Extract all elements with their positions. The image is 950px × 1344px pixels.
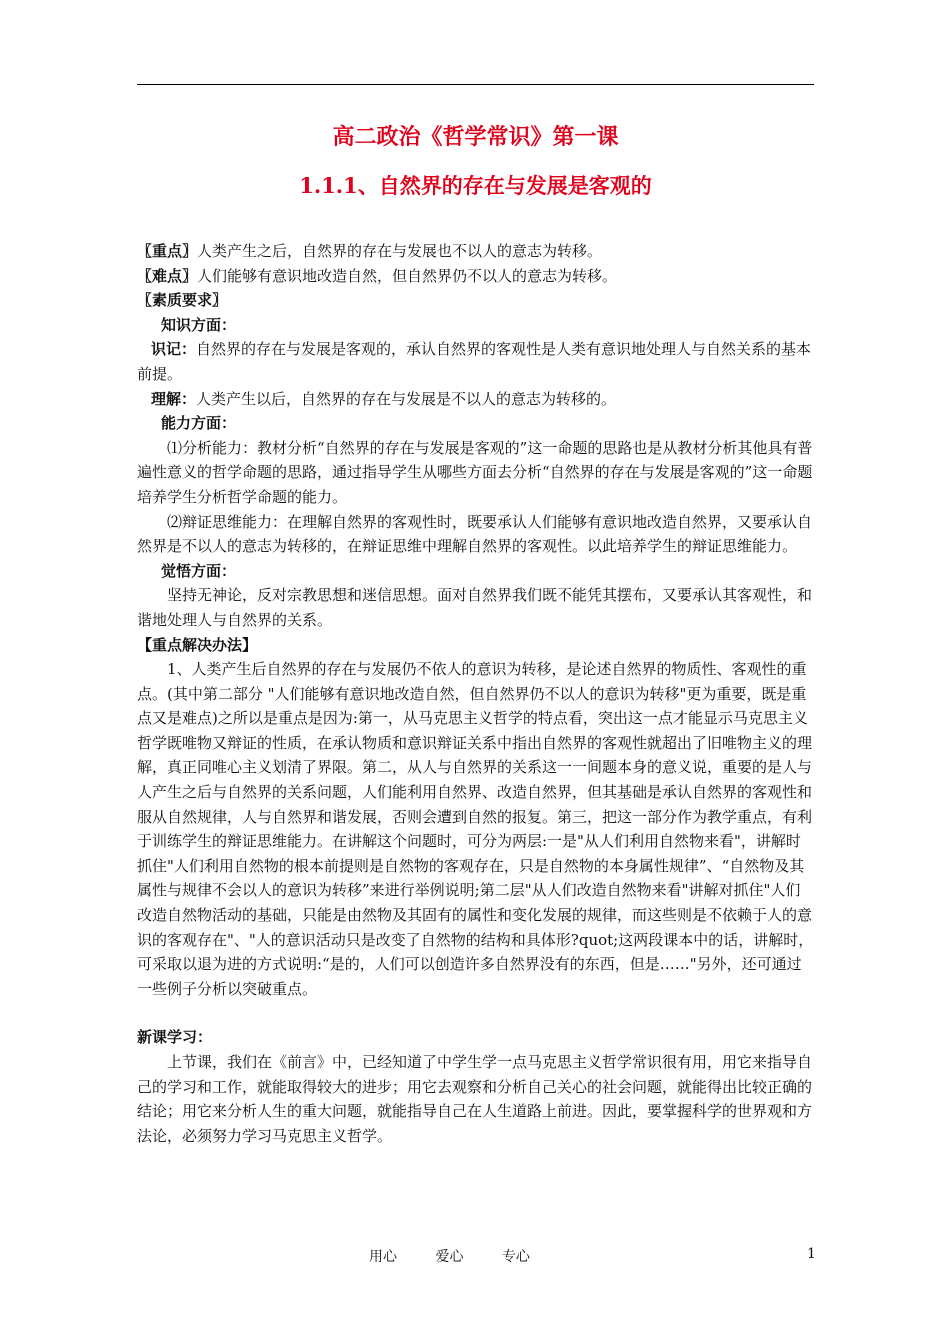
solution-heading: 【重点解决办法】 [137, 635, 258, 654]
page-number: 1 [807, 1246, 816, 1262]
awareness-heading: 觉悟方面： [161, 561, 237, 580]
section-gap [137, 1001, 814, 1025]
focus-paragraph [137, 239, 814, 264]
ability-paragraph-2: ⑵辩证思维能力：在理解自然界的客观性时，既要承认人们能够有意识地改造自然界，又要承认自然界是不以人的意志为转移的，在辩证思维中理解自然界的客观性。以此培养学生的辩证思维能力。 [137, 512, 813, 556]
memorize-paragraph [137, 337, 814, 386]
footer-motto-3: 专心 [501, 1249, 530, 1265]
difficulty-text: 人们能够有意识地改造自然，但自然界仍不以人的意志为转移。 [197, 266, 618, 285]
footer-motto-2: 爱心 [435, 1249, 464, 1265]
focus-label: 〖重点〗 [137, 242, 198, 260]
knowledge-heading: 知识方面： [161, 315, 237, 334]
awareness-paragraph: 坚持无神论，反对宗教思想和迷信思想。面对自然界我们既不能凭其摆布，又要承认其客观性，和谐地处理人与自然界的关系。 [137, 586, 813, 629]
memorize-label: 识记： [151, 340, 197, 359]
document-subtitle: 1.1.1、自然界的存在与发展是客观的 [299, 173, 652, 198]
quality-heading: 〖素质要求〗 [137, 291, 228, 310]
memorize-text: 自然界的存在与发展是客观的，承认自然界的客观性是人类有意识地处理人与自然关系的基本前提。 [137, 340, 812, 383]
document-body [137, 239, 814, 1148]
understand-text: 人类产生以后，自然界的存在与发展是不以人的意志为转移的。 [196, 389, 617, 408]
solution-paragraph: 1、人类产生后自然界的存在与发展仍不依人的意识为转移，是论述自然界的物质性、客观性的重点。(其中第二部分 "人们能够有意识地改造自然，但自然界仍不以人的意识为转移"更为重要，既是重点又是难点)之所以是重点是因为:第一，从马克思主义哲学的特点看，突出这一点才能显示马克思主义哲学既唯物又辩证的性质，在承认物质和意识辩证关系中指出自然界的客观性就超出了旧唯物主义的理解，真正同唯心主义划清了界限。第二，从人与自然界的关系这一一间题本身的意义说，重要的是人与人产生之后与自然界的关系问题，人们能利用自然界、改造自然界，但其基础是承认自然界的客观性和服从自然规律，人与自然界和谐发展，否则会遭到自然的报复。第三，把这一部分作为教学重点，有利于训练学生的辩证思维能力。在讲解这个问题时，可分为两层:一是"从人们利用自然物来看"，讲解时抓住"人们利用自然物的根本前提则是自然物的客观存在，只是自然物的本身属性规律”、“自然物及其属性与规律不会以人的意识为转移”来进行举例说明;第二层"从人们改造自然物来看"讲解对抓住"人们改造自然物活动的基础，只能是由然物及其固有的属性和变化发展的规律，而这些则是不依赖于人的意识的客观存在"、"人的意识活动只是改变了自然物的结构和具体形?quot;这两段课本中的话，讲解时，可采取以退为进的方式说明:“是的，人们可以创造许多自然界没有的东西，但是……"另外，还可通过一些例子分析以突破重点。 [137, 660, 814, 998]
understand-label: 理解： [151, 389, 197, 408]
difficulty-label: 〖难点〗 [137, 266, 198, 285]
document-title: 高二政治《哲学常识》第一课 [332, 124, 619, 150]
new-lesson-heading: 新课学习： [137, 1028, 213, 1047]
understand-paragraph [137, 387, 814, 412]
header-rule [137, 84, 814, 85]
new-lesson-paragraph: 上节课，我们在《前言》中，已经知道了中学生学一点马克思主义哲学常识很有用，用它来指导自己的学习和工作，就能取得较大的进步；用它去观察和分析自己关心的社会问题，就能得出比较正确的结论；用它来分析人生的重大问题，就能指导自己在人生道路上前进。因此，要掌握科学的世界观和方法论，必须努力学习马克思主义哲学。 [137, 1053, 813, 1145]
footer-motto-1: 用心 [369, 1249, 397, 1265]
focus-text: 人类产生之后，自然界的存在与发展也不以人的意志为转移。 [197, 242, 603, 260]
difficulty-paragraph [137, 264, 814, 289]
footer-motto [369, 1246, 564, 1266]
ability-heading: 能力方面： [161, 414, 237, 433]
ability-paragraph-1: ⑴分析能力：教材分析“自然界的存在与发展是客观的”这一命题的思路也是从教材分析其他具有普遍性意义的哲学命题的思路，通过指导学生从哪些方面去分析“自然界的存在与发展是客观的”这一命题培养学生分析哲学命题的能力。 [137, 438, 813, 506]
